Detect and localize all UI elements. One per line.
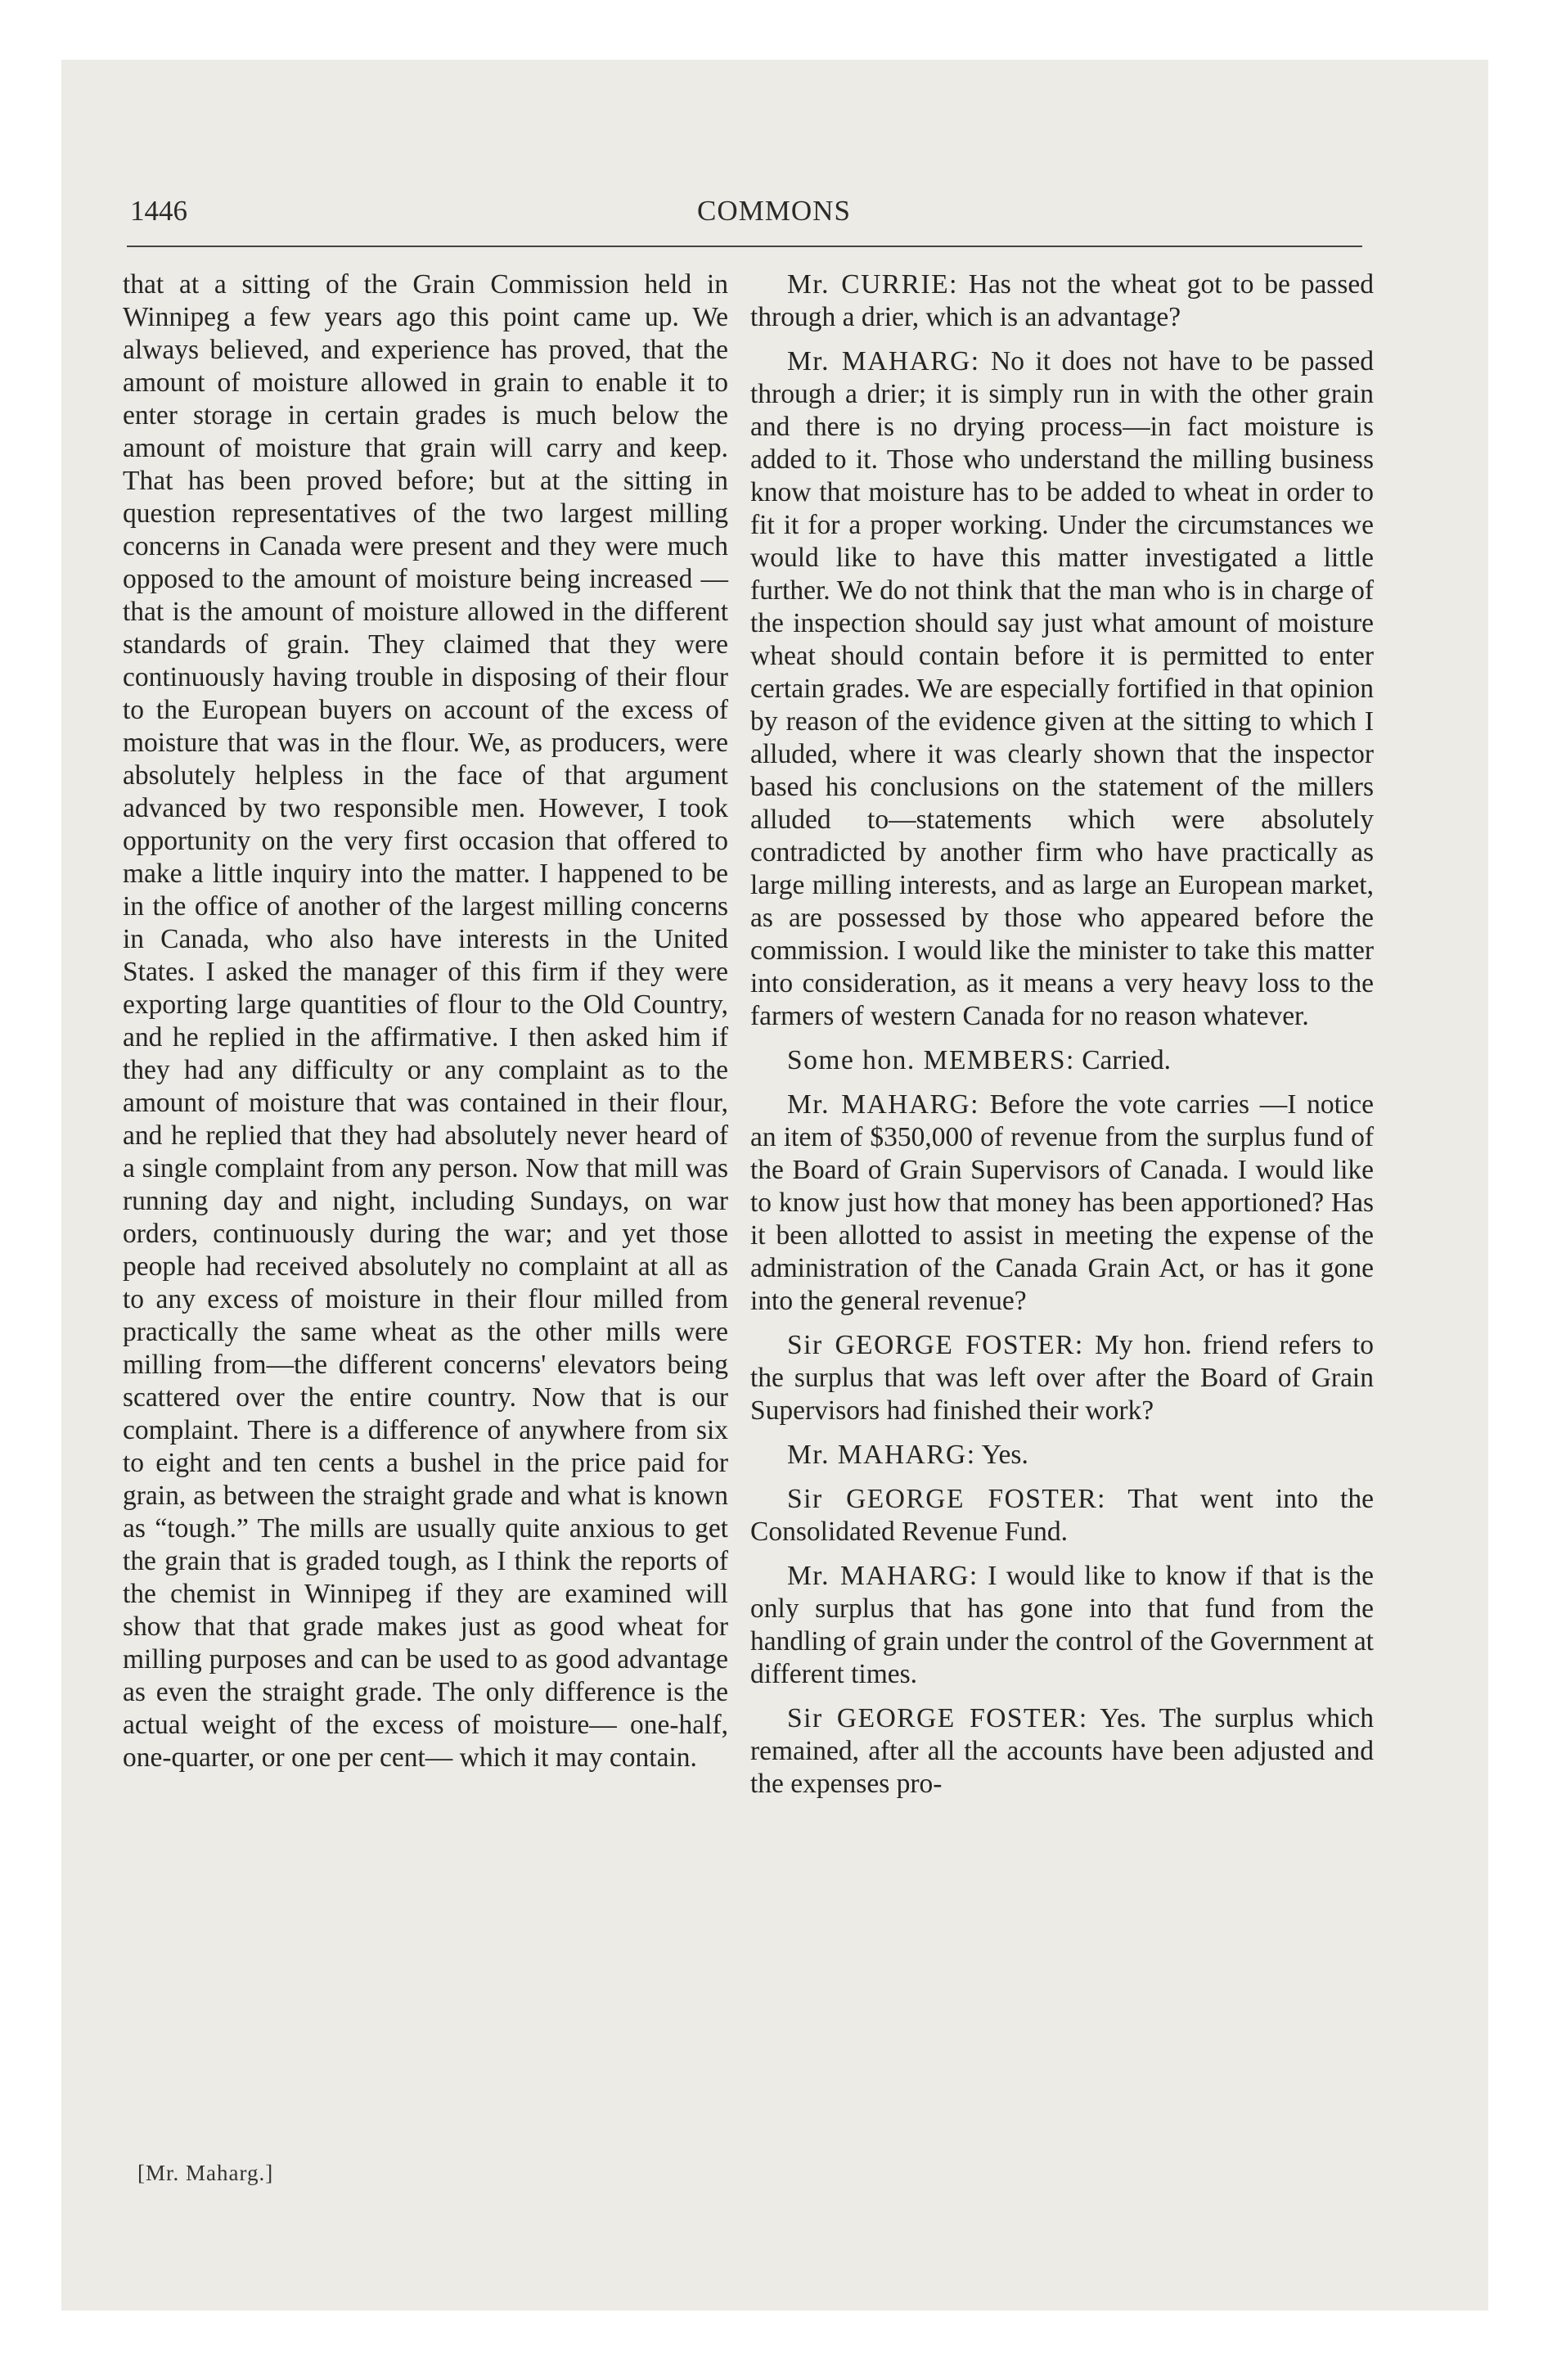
speech-text: Carried. [1082, 1045, 1172, 1075]
speaker-name: Sir GEORGE FOSTER: [787, 1484, 1106, 1514]
left-paragraph: that at a sitting of the Grain Commission held in Winnipeg a few years ago this point came up. We always believed, and experience has proved, that the amount of moisture allowed in grain to enable it to enter storage in certain grades is much below the amount of moisture that grain will carry and keep. That has been proved before; but at the sitting in question representatives of the two largest milling concerns in Canada were present and they were much opposed to the amount of moisture being increased —that is the amount of moisture allowed in the different standards of grain. They claimed that they were continuously having trouble in disposing of their flour to the European buyers on account of the excess of moisture that was in the flour. We, as producers, were absolutely helpless in the face of that argument advanced by two responsible men. However, I took opportunity on the very first occasion that offered to make a little inquiry into the matter. I happened to be in the office of another of the largest milling concerns in Canada, who also have interests in the United States. I asked the manager of this firm if they were exporting large quantities of flour to the Old Country, and he replied in the affirmative. I then asked him if they had any difficulty or any complaint as to the amount of moisture that was contained in their flour, and he replied that they had absolutely never heard of a single complaint from any person. Now that mill was running day and night, including Sundays, on war orders, continuously during the war; and yet those people had received absolutely no complaint at all as to any excess of moisture in their flour milled from practically the same wheat as the other mills were milling from—the different concerns' elevators being scattered over the entire country. Now that is our complaint. There is a difference of anywhere from six to eight and ten cents a bushel in the price paid for grain, as between the straight grade and what is known as “tough.” The mills are usually quite anxious to get the grain that is graded tough, as I think the reports of the chemist in Winnipeg if they are examined will show that that grade makes just as good wheat for milling purposes and can be used to as good advantage as even the straight grade. The only difference is the actual weight of the excess of moisture— one-half, one-quarter, or one per cent— which it may contain. [123, 269, 728, 1773]
speaker-name: Sir GEORGE FOSTER: [787, 1703, 1088, 1733]
speech-text: Has not the wheat got to be passed through a drier, which is an advantage? [750, 269, 1375, 332]
speech-paragraph [750, 1329, 1374, 1427]
speaker-name: Mr. CURRIE: [787, 269, 958, 300]
speech-text: My hon. friend refers to the surplus that was left over after the Board of Grain Supervisors had finished their work? [750, 1330, 1375, 1426]
speech-text: I would like to know if that is the only surplus that has gone into that fund from the handling of grain under the control of the Government at different times. [750, 1561, 1375, 1689]
speech-text: Before the vote carries —I notice an item of $350,000 of revenue from the surplus fund of the Board of Grain Supervisors of Canada. I would like to know just how that money has been apportioned? Has it been allotted to assist in meeting the expense of the administration of the Canada Grain Act, or has it gone into the general revenue? [750, 1089, 1374, 1316]
page-number: 1446 [130, 195, 187, 227]
speaker-name: Mr. MAHARG: [787, 346, 980, 376]
speech-paragraph [750, 1089, 1374, 1318]
speech-paragraph [750, 345, 1374, 1033]
speech-paragraph [750, 1483, 1374, 1548]
speech-text: That went into the Consolidated Revenue Fund. [750, 1484, 1374, 1547]
page-header-title: COMMONS [697, 195, 851, 227]
speech-paragraph [750, 1044, 1374, 1077]
left-column [123, 268, 728, 1786]
speech-paragraph [750, 1560, 1374, 1691]
speech-text: Yes. [981, 1440, 1028, 1470]
right-column [750, 268, 1374, 1812]
speaker-name: Sir GEORGE FOSTER: [787, 1330, 1084, 1360]
speaker-name: Some hon. MEMBERS: [787, 1045, 1075, 1075]
speech-paragraph [750, 1702, 1374, 1801]
speech-text: No it does not have to be passed through a drier; it is simply run in with the other grain and there is no drying process—in fact moisture is added to it. Those who understand the milling business know that moisture has to be added to wheat in order to fit it for a proper working. Under the circumstances we would like to have this matter investigated a little further. We do not think that the man who is in charge of the inspection should say just what amount of moisture wheat should contain before it is permitted to enter certain grades. We are especially fortified in that opinion by reason of the evidence given at the sitting to which I alluded, where it was clearly shown that the inspector based his conclusions on the statement of the millers alluded to—statements which were absolutely contradicted by another firm who have practically as large milling interests, and as large an European market, as are possessed by those who appeared before the commission. I would like the minister to take this matter into consideration, as it means a very heavy loss to the farmers of western Canada for no reason whatever. [750, 346, 1375, 1031]
speaker-name: Mr. MAHARG: [787, 1561, 979, 1591]
speech-paragraph [750, 268, 1374, 334]
speech-paragraph [750, 1439, 1374, 1472]
speech-text: Yes. The surplus which remained, after all the accounts have been adjusted and the expenses pro- [750, 1703, 1374, 1799]
speaker-name: Mr. MAHARG: [787, 1089, 979, 1120]
speaker-signature: [Mr. Maharg.] [137, 2161, 274, 2185]
speaker-name: Mr. MAHARG: [787, 1440, 976, 1470]
header-rule [127, 246, 1362, 247]
